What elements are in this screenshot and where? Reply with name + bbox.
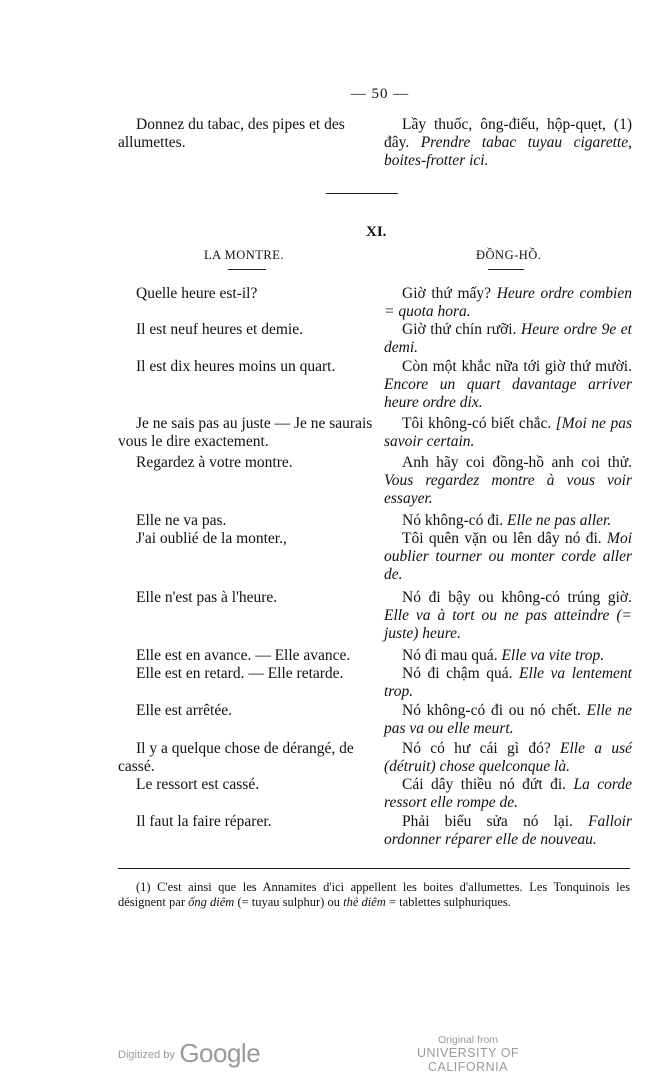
entry-fr — [118, 702, 376, 720]
entry-fr-text: Elle est arrêtée. — [136, 702, 232, 719]
heading-vn-rule — [488, 269, 524, 270]
entry-fr — [118, 454, 376, 472]
entry-fr — [118, 665, 376, 683]
entry-translation: Elle va lentement trop. — [384, 665, 632, 700]
entry-vn-text: Nó đi mau quá. — [402, 647, 498, 664]
entry-fr-text: Regardez à votre montre. — [136, 454, 293, 471]
entry-fr-text: Elle est en retard. — Elle retarde. — [136, 665, 344, 682]
entry-fr-text: Il y a quelque chose de dérangé, de cassé. — [118, 740, 354, 775]
entry-fr — [118, 358, 376, 376]
entry-fr-text: Il est neuf heures et demie. — [136, 321, 303, 338]
entry-vn-text: Phải biểu sửa nó lại. — [402, 813, 573, 830]
entry-translation: Elle ne pas aller. — [503, 512, 612, 529]
entry-fr-text: Je ne sais pas au juste — Je ne saurais vous le dire exactement. — [118, 415, 373, 450]
footnote-text: (= tuyau sulphur) ou — [234, 895, 344, 909]
entry-vn — [384, 530, 632, 584]
entry-translation: Elle va à tort ou ne pas atteindre (= juste) heure. — [384, 607, 632, 642]
entry-vn-text: Nó không-có đi ou nó chết. — [402, 702, 581, 719]
entry-fr-text: Elle est en avance. — Elle avance. — [136, 647, 351, 664]
entry-translation: Falloir ordonner réparer elle de nouveau. — [384, 813, 632, 848]
entry-fr — [118, 285, 376, 303]
heading-vn: ĐỒNG-HỒ. — [476, 248, 542, 262]
entry-vn — [384, 702, 632, 738]
entry-fr — [118, 321, 376, 339]
entry-vn — [384, 415, 632, 451]
top-entry-vn — [384, 116, 632, 170]
digitized-by-watermark — [118, 1038, 260, 1069]
entry-translation: Heure ordre 9e et demi. — [384, 321, 632, 356]
entry-vn-text: Cái dây thiều nó đứt đi. — [402, 776, 567, 793]
entry-translation: Elle ne pas va ou elle meurt. — [384, 702, 633, 737]
entry-vn — [384, 512, 632, 530]
entry-vn-text: Nó có hư cái gì đó? — [402, 740, 551, 757]
entry-fr-text: Il faut la faire réparer. — [136, 813, 272, 830]
entry-fr-text: Le ressort est cassé. — [136, 776, 260, 793]
entry-translation: La corde ressort elle rompe de. — [384, 776, 632, 811]
entry-fr-text: Quelle heure est-il? — [136, 285, 258, 302]
entry-vn — [384, 454, 632, 508]
entry-fr — [118, 647, 376, 665]
footnote-rule — [118, 868, 630, 869]
entry-vn — [384, 321, 632, 357]
entry-vn — [384, 776, 632, 812]
footnote-text: (1) C'est ainsi que les Annamites d'ici appellent les boites d'allumettes. Les Tonquinois les désignent par — [118, 880, 630, 909]
entry-vn-text: Còn một khắc nữa tới giờ thứ mười. — [402, 358, 632, 375]
entry-fr-text: Elle n'est pas à l'heure. — [136, 589, 278, 606]
entry-fr-text: Elle ne va pas. — [136, 512, 227, 529]
entry-vn — [384, 589, 632, 643]
entry-vn-text: Giờ thứ chín rưỡi. — [402, 321, 517, 338]
top-entry-fr — [118, 116, 376, 152]
section-number: XI. — [366, 224, 387, 240]
original-from-label: Original from — [437, 1034, 499, 1046]
page-number: — 50 — — [350, 86, 410, 102]
entry-vn — [384, 647, 632, 665]
entry-fr — [118, 512, 376, 530]
entry-vn-text: Nó không-có đi. — [402, 512, 504, 529]
entry-vn-text: Tôi quên vặn ou lên dây nó đi. — [402, 530, 602, 547]
original-from-watermark — [378, 1034, 558, 1074]
entry-translation: Elle va vite trop. — [497, 647, 605, 664]
entry-vn — [384, 740, 632, 776]
entry-vn — [384, 665, 632, 701]
footnote — [118, 880, 630, 910]
google-logo: Google — [179, 1038, 261, 1068]
entry-vn — [384, 813, 632, 849]
entry-translation: Vous regardez montre à vous voir essayer. — [384, 472, 632, 507]
entry-vn — [384, 285, 632, 321]
top-entry-vn-text: Lầy thuốc, ông-điếu, hộp-quẹt, (1) đây. — [384, 116, 632, 151]
entry-translation: Heure ordre combien = quota hora. — [384, 285, 632, 320]
top-entry-fr-text: Donnez du tabac, des pipes et des allumettes. — [118, 116, 345, 151]
footnote-term: ống diêm — [188, 895, 235, 909]
entry-translation: [Moi ne pas savoir certain. — [384, 415, 632, 450]
entry-translation: Encore un quart davantage arriver heure ordre dix. — [384, 376, 632, 411]
entry-fr-text: Il est dix heures moins un quart. — [136, 358, 336, 375]
section-divider — [326, 193, 398, 194]
entry-vn-text: Nó đi bậy ou không-có trúng giờ. — [402, 589, 632, 606]
digitized-label: Digitized by — [118, 1049, 175, 1061]
footnote-term: thẻ diêm — [343, 895, 386, 909]
heading-fr: LA MONTRE. — [204, 248, 284, 262]
entry-fr — [118, 589, 376, 607]
entry-fr — [118, 740, 376, 776]
entry-vn-text: Tôi không-có biết chắc. — [402, 415, 552, 432]
entry-vn-text: Giờ thứ mấy? — [402, 285, 492, 302]
entry-fr — [118, 530, 376, 548]
institution-name: UNIVERSITY OF CALIFORNIA — [416, 1046, 520, 1074]
entry-vn-text: Nó đi chậm quá. — [402, 665, 513, 682]
heading-fr-rule — [228, 269, 266, 270]
entry-vn-text: Anh hãy coi đồng-hồ anh coi thử. — [402, 454, 632, 471]
entry-fr — [118, 415, 376, 451]
entry-translation: Elle a usé (détruit) chose quelconque là. — [384, 740, 633, 775]
entry-translation: Moi oublier tourner ou monter corde aller de. — [384, 530, 632, 583]
entry-fr — [118, 813, 376, 831]
entry-vn — [384, 358, 632, 412]
footnote-text: = tablettes sulphuriques. — [385, 895, 511, 909]
entry-fr — [118, 776, 376, 794]
top-entry-translation: Prendre tabac tuyau cigarette, boites-frotter ici. — [384, 134, 632, 169]
entry-fr-text: J'ai oublié de la monter., — [136, 530, 287, 547]
